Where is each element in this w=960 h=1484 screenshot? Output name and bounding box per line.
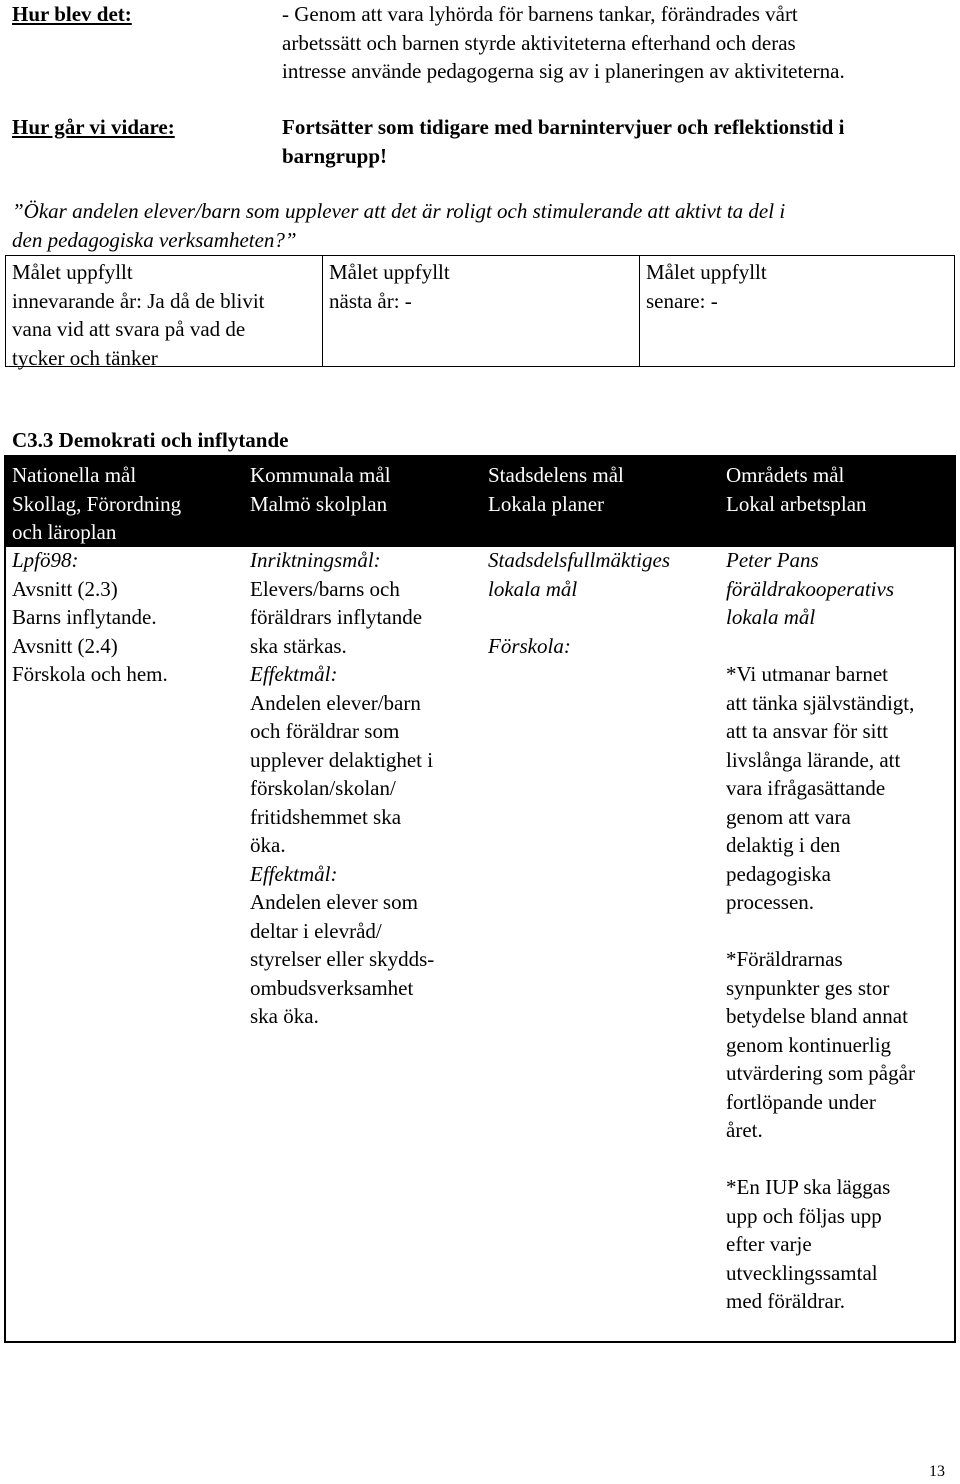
header-area-goals <box>726 461 867 518</box>
col4-line: efter varje <box>726 1232 812 1256</box>
col4-line: *Föräldrarnas <box>726 947 843 971</box>
spacer <box>726 917 915 946</box>
col4-line: fortlöpande under <box>726 1089 876 1114</box>
goal-line: innevarande år: Ja då de blivit <box>12 288 265 313</box>
question-line: den pedagogiska verksamheten?” <box>12 227 297 252</box>
column-district <box>488 546 670 660</box>
col4-line: processen. <box>726 890 815 914</box>
col4-line: att tänka självständigt, <box>726 690 915 715</box>
next-steps-line: barngrupp! <box>282 143 388 168</box>
col4-heading: föräldrakooperativs <box>726 576 894 601</box>
col4-line: synpunkter ges stor <box>726 975 890 1000</box>
col2-line: styrelser eller skydds- <box>250 947 435 971</box>
header-line: Lokala planer <box>488 491 605 516</box>
result-line: arbetssätt och barnen styrde aktiviteterna efterhand och deras <box>282 30 796 55</box>
col4-line: att ta ansvar för sitt <box>726 719 889 743</box>
col4-line: året. <box>726 1118 763 1142</box>
col3-heading: Stadsdelsfullmäktiges <box>488 548 670 572</box>
col2-line: Andelen elever/barn <box>250 690 421 715</box>
goals-table <box>4 455 956 1343</box>
col4-line: livslånga lärande, att <box>726 747 901 772</box>
col4-line: utvecklingssamtal <box>726 1260 878 1285</box>
header-district-goals <box>488 461 624 518</box>
col2-line: ska stärkas. <box>250 633 347 658</box>
col1-heading: Lpfö98: <box>12 548 79 572</box>
col3-subheading: Förskola: <box>488 633 571 658</box>
spacer <box>726 632 915 661</box>
header-line: Malmö skolplan <box>250 491 388 516</box>
col4-line: utvärdering som pågår <box>726 1061 915 1085</box>
header-line: Områdets mål <box>726 463 845 487</box>
col4-heading: Peter Pans <box>726 548 819 572</box>
col1-line: Avsnitt (2.4) <box>12 633 118 658</box>
col4-line: delaktig i den <box>726 833 841 857</box>
col4-line: med föräldrar. <box>726 1289 845 1313</box>
goal-line: nästa år: - <box>329 288 412 313</box>
column-national <box>12 546 168 689</box>
question-line: ”Ökar andelen elever/barn som upplever att det är roligt och stimulerande att aktivt ta del i <box>12 199 786 223</box>
col2-line: föräldrars inflytande <box>250 605 423 629</box>
col2-line: ombudsverksamhet <box>250 975 414 1000</box>
result-label: Hur blev det: <box>12 2 132 26</box>
result-line: intresse använde pedagogerna sig av i planeringen av aktiviteterna. <box>282 59 845 83</box>
col2-line: och föräldrar som <box>250 719 400 743</box>
spacer <box>726 1145 915 1174</box>
header-line: Stadsdelens mål <box>488 463 624 487</box>
next-steps-label: Hur går vi vidare: <box>12 115 175 139</box>
col2-heading: Inriktningsmål: <box>250 548 381 572</box>
goal-cell-next-year <box>322 256 639 366</box>
col1-line: Barns inflytande. <box>12 605 157 629</box>
col4-line: genom att vara <box>726 804 851 829</box>
col2-line: ska öka. <box>250 1004 319 1028</box>
col4-heading: lokala mål <box>726 605 816 629</box>
next-steps-text <box>282 113 952 170</box>
col2-line: fritidshemmet ska <box>250 804 402 829</box>
next-steps-line: Fortsätter som tidigare med barnintervjuer och reflektionstid i <box>282 115 845 139</box>
goals-table-header <box>6 457 954 547</box>
goal-line: senare: - <box>646 288 718 313</box>
col4-line: upp och följas upp <box>726 1203 882 1228</box>
goal-line: vana vid att svara på vad de <box>12 317 246 341</box>
col4-line: pedagogiska <box>726 861 831 886</box>
col2-line: Andelen elever som <box>250 890 418 914</box>
col4-line: betydelse bland annat <box>726 1004 908 1028</box>
col2-heading: Effektmål: <box>250 662 338 686</box>
col2-line: deltar i elevråd/ <box>250 918 382 943</box>
page-number: 13 <box>929 1463 945 1480</box>
goal-line: Målet uppfyllt <box>329 260 450 284</box>
col2-line: öka. <box>250 833 286 857</box>
col1-line: Avsnitt (2.3) <box>12 576 118 601</box>
column-area <box>726 546 915 1316</box>
header-line: Nationella mål <box>12 463 137 487</box>
header-line: Kommunala mål <box>250 463 391 487</box>
question-text <box>12 197 952 254</box>
col2-heading: Effektmål: <box>250 861 338 886</box>
goal-cell-current-year <box>6 256 322 370</box>
header-municipal-goals <box>250 461 391 518</box>
section-title: C3.3 Demokrati och inflytande <box>12 428 289 452</box>
col4-line: vara ifrågasättande <box>726 776 886 800</box>
col4-line: *En IUP ska läggas <box>726 1175 891 1199</box>
goal-cell-later <box>639 256 954 366</box>
col3-heading: lokala mål <box>488 576 578 601</box>
goal-line: tycker och tänker <box>12 345 158 370</box>
col2-line: upplever delaktighet i <box>250 747 434 772</box>
header-national-goals <box>12 461 181 547</box>
col4-line: genom kontinuerlig <box>726 1032 892 1057</box>
result-line: - Genom att vara lyhörda för barnens tankar, förändrades vårt <box>282 2 798 26</box>
spacer <box>488 603 670 632</box>
header-line: Lokal arbetsplan <box>726 491 867 516</box>
result-text <box>282 0 952 86</box>
column-municipal <box>250 546 434 1031</box>
goal-line: Målet uppfyllt <box>12 260 133 284</box>
header-line: Skollag, Förordning <box>12 491 182 516</box>
col4-line: *Vi utmanar barnet <box>726 662 889 686</box>
col2-line: förskolan/skolan/ <box>250 776 396 800</box>
goal-table <box>5 255 955 370</box>
header-line: och läroplan <box>12 520 117 544</box>
col2-line: Elevers/barns och <box>250 576 400 601</box>
col1-line: Förskola och hem. <box>12 662 168 686</box>
goal-line: Målet uppfyllt <box>646 260 767 284</box>
